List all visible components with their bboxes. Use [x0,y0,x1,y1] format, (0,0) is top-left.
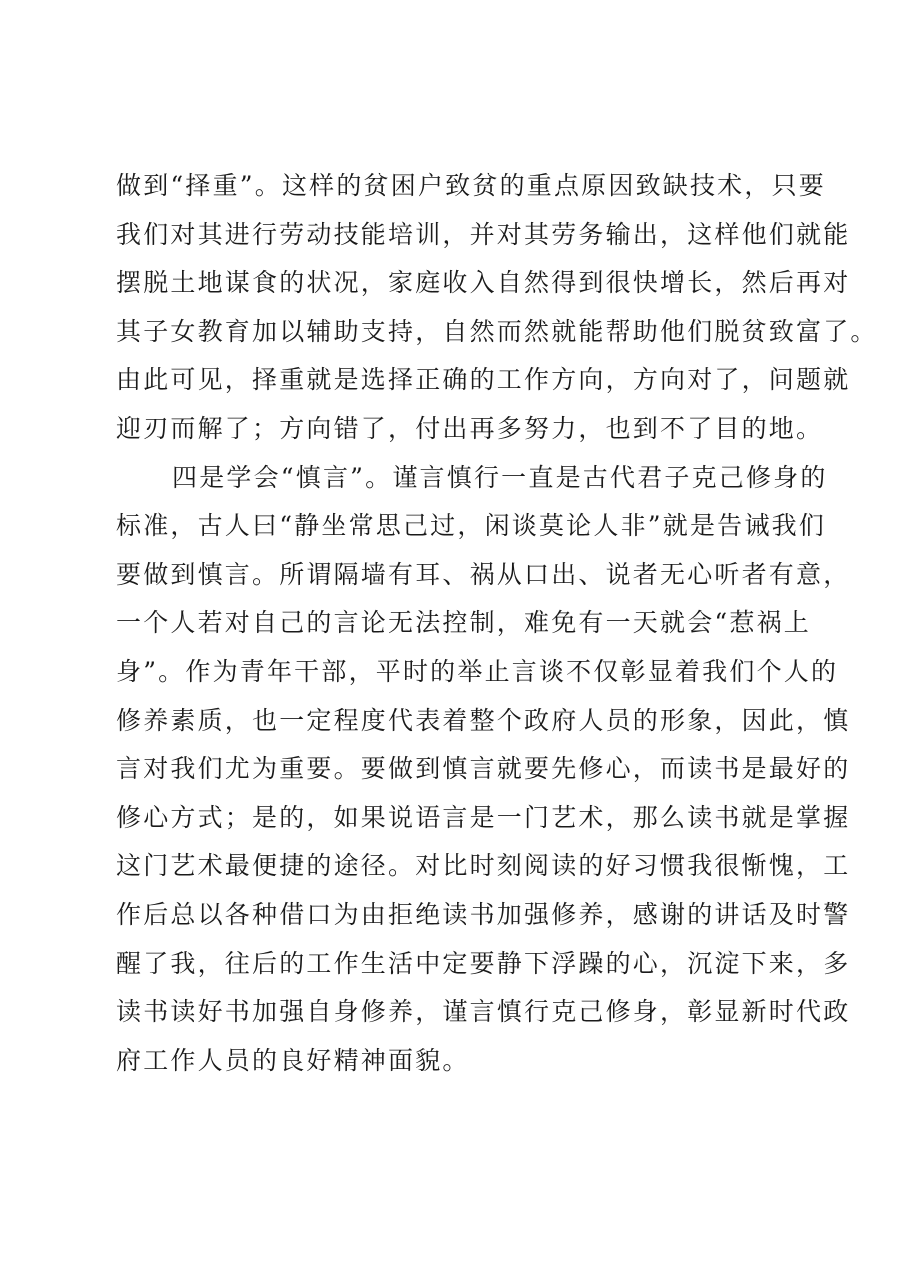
text-line: 言对我们尤为重要。要做到慎言就要先修心，而读书是最好的 [116,754,851,784]
text-line: 醒了我，往后的工作生活中定要静下浮躁的心，沉淀下来，多 [116,948,851,978]
text-line: 其子女教育加以辅助支持，自然而然就能帮助他们脱贫致富了。 [116,316,878,346]
text-line: 我们对其进行劳动技能培训，并对其劳务输出，这样他们就能 [116,219,851,249]
text-line: 修心方式；是的，如果说语言是一门艺术，那么读书就是掌握 [116,802,851,832]
text-line: 四是学会“慎言”。谨言慎行一直是古代君子克己修身的 [172,462,828,492]
text-line: 标准，古人曰“静坐常思己过，闲谈莫论人非”就是告诫我们 [116,511,826,541]
text-line: 迎刃而解了；方向错了，付出再多努力，也到不了目的地。 [116,413,824,443]
paragraph-1 [116,162,878,454]
text-line: 作后总以各种借口为由拒绝读书加强修养，感谢的讲话及时警 [116,899,851,929]
text-line: 由此可见，择重就是选择正确的工作方向，方向对了，问题就 [116,365,851,395]
text-line: 摆脱土地谋食的状况，家庭收入自然得到很快增长，然后再对 [116,268,851,298]
text-line: 修养素质，也一定程度代表着整个政府人员的形象，因此，慎 [116,705,851,735]
text-line: 府工作人员的良好精神面貌。 [116,1045,470,1075]
text-line: 读书读好书加强自身修养，谨言慎行克己修身，彰显新时代政 [116,997,851,1027]
text-line: 做到“择重”。这样的贫困户致贫的重点原因致缺技术，只要 [116,171,826,200]
paragraph-2 [116,454,851,1086]
body-text [116,162,878,1085]
text-line: 这门艺术最便捷的途径。对比时刻阅读的好习惯我很惭愧，工 [116,851,851,881]
text-line: 要做到慎言。所谓隔墙有耳、祸从口出、说者无心听者有意， [116,559,851,589]
text-line: 身”。作为青年干部，平时的举止言谈不仅彰显着我们个人的 [116,656,839,686]
text-line: 一个人若对自己的言论无法控制，难免有一天就会“惹祸上 [116,608,811,638]
